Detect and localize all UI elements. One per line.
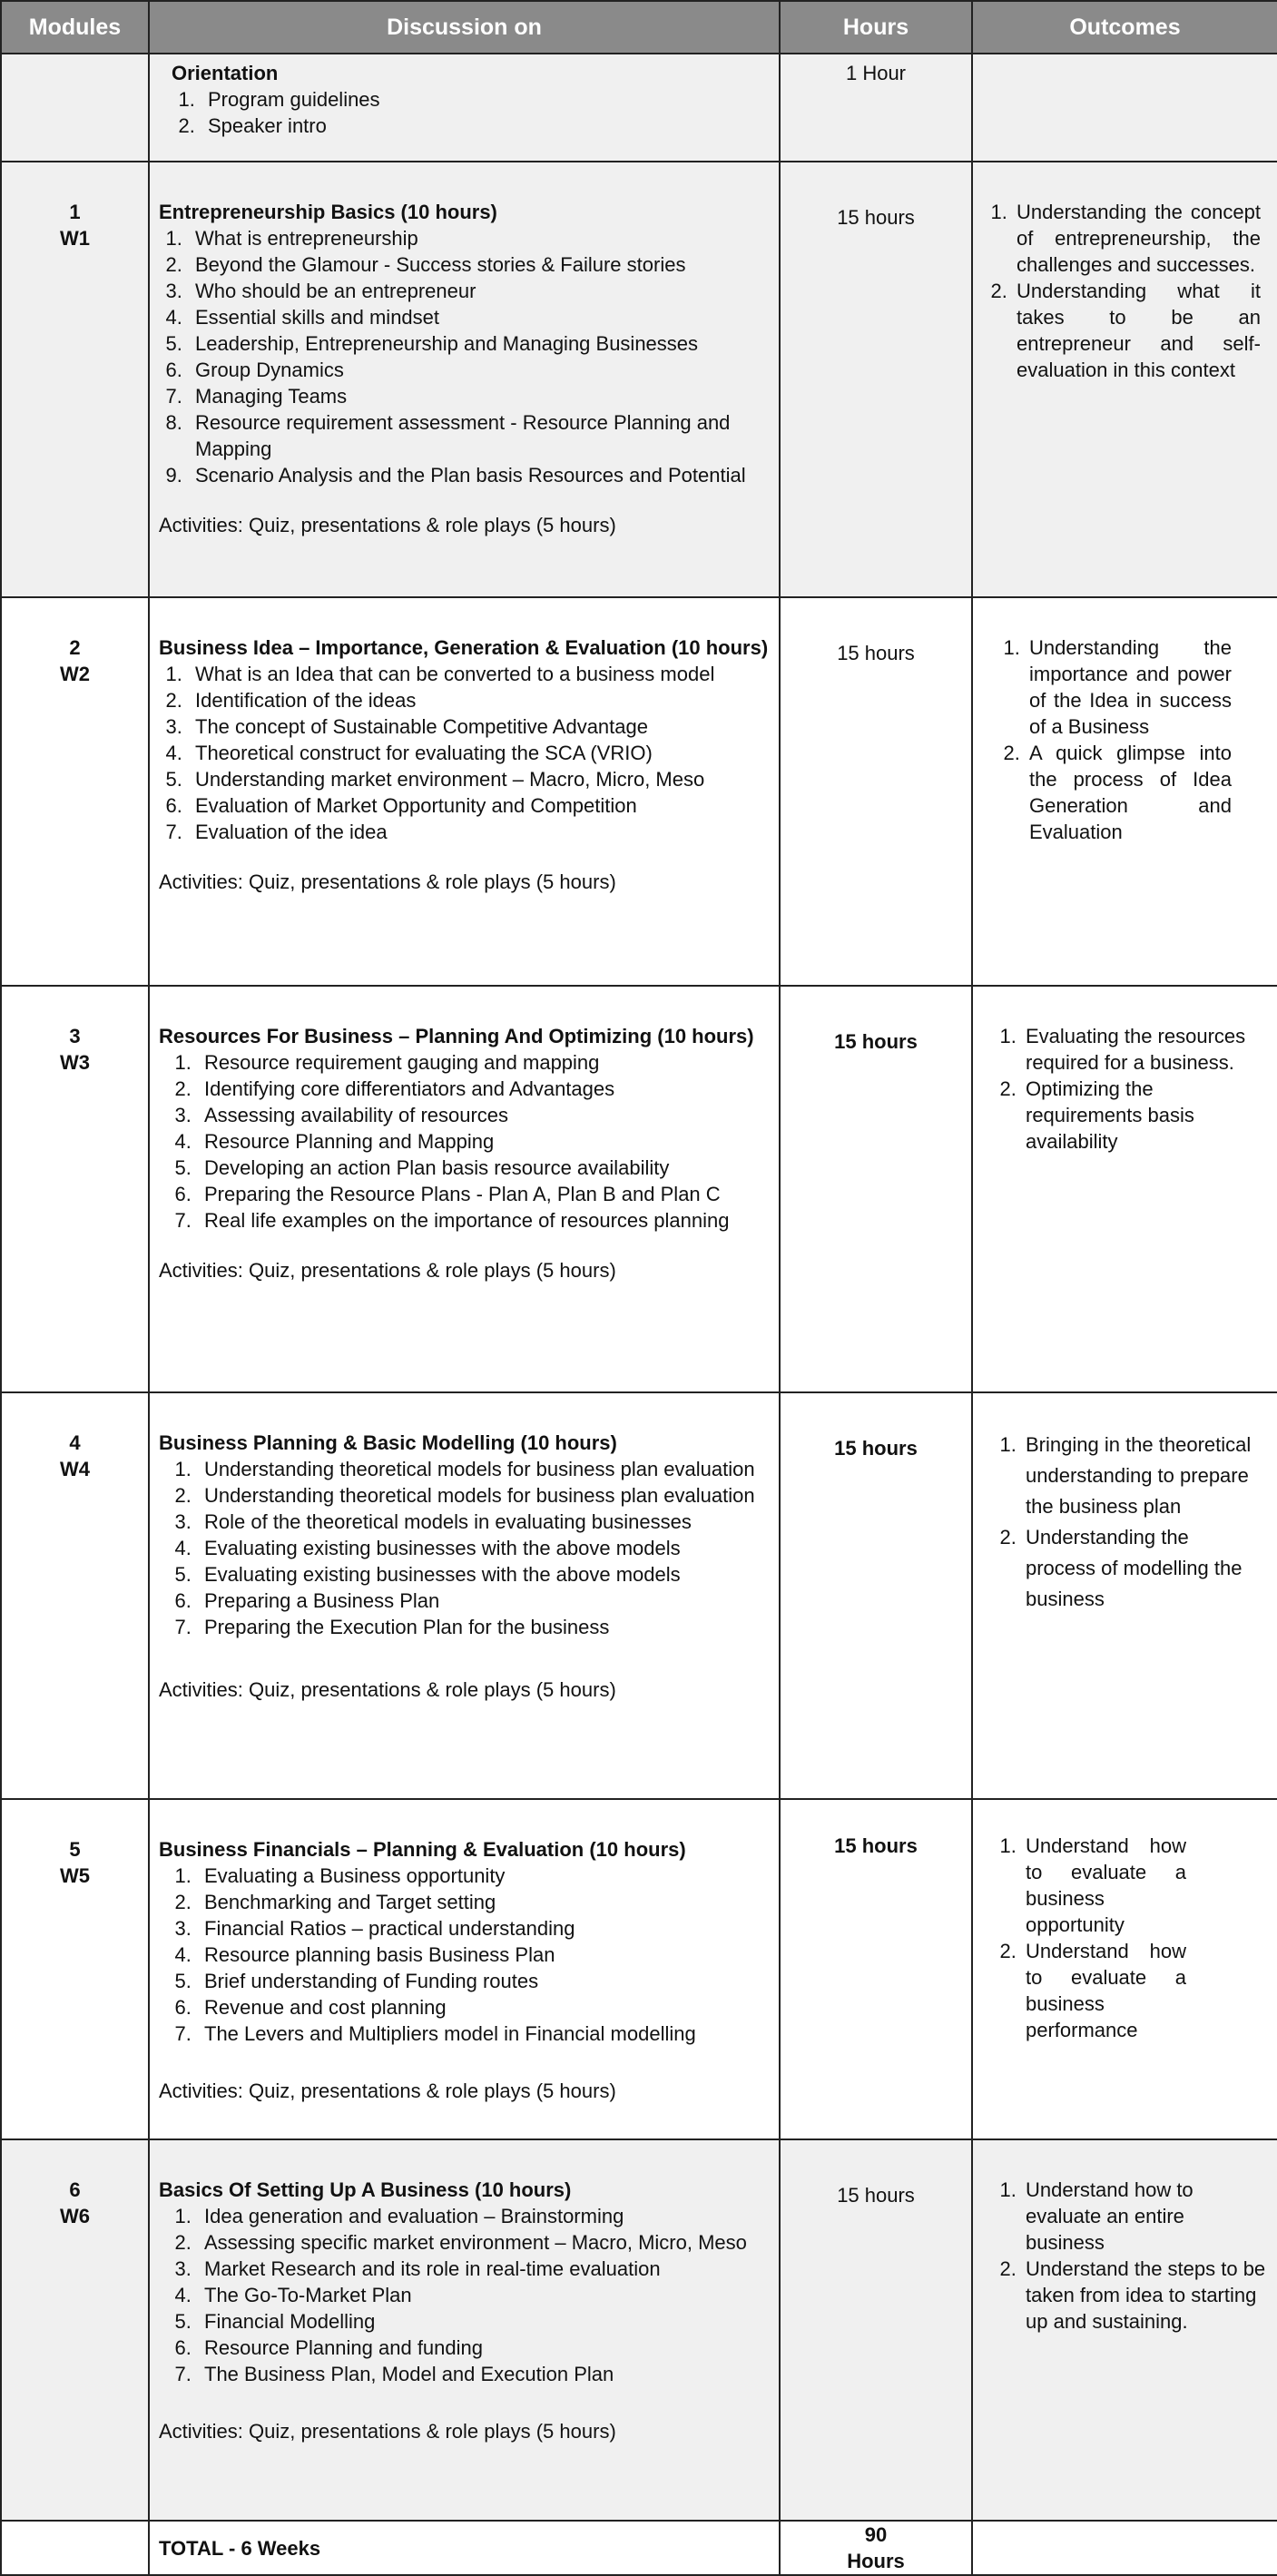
list-item: 6. Revenue and cost planning [197,1994,771,2020]
outcome-list [982,199,1261,383]
list-item: 1. Resource requirement gauging and mapping [197,1049,771,1076]
list-item: 4. Resource Planning and Mapping [197,1128,771,1155]
list-item: 1. Idea generation and evaluation – Brainstorming [197,2203,771,2229]
topic-list [159,1863,771,2047]
activities-note: Activities: Quiz, presentations & role plays (5 hours) [159,2079,616,2102]
list-item: 1. Understanding theoretical models for business plan evaluation [197,1456,777,1482]
list-item: 6. Resource Planning and funding [197,2335,771,2361]
list-item: 7. Real life examples on the importance of resources planning [197,1207,771,1234]
topic-list [159,1049,771,1234]
total-label: TOTAL - 6 Weeks [149,2521,780,2575]
topic-list [159,2203,771,2387]
module-discussion [149,2139,780,2521]
module-number: 6 [69,2178,81,2201]
list-item: 2. Benchmarking and Target setting [197,1889,771,1915]
list-item: 2. Understand the steps to be taken from idea to starting up and sustaining. [1022,2256,1268,2335]
total-module-cell [1,2521,149,2575]
module-row-1 [1,162,1277,597]
orientation-module-cell [1,54,149,162]
module-week: W3 [60,1051,90,1074]
module-hours: 15 hours [780,162,972,597]
module-cell [1,597,149,986]
module-row-2 [1,597,1277,986]
module-title: Business Idea – Importance, Generation & Evaluation (10 hours) [159,636,769,659]
header-outcomes: Outcomes [972,1,1277,54]
module-discussion [149,1392,780,1799]
orientation-title: Orientation [172,62,279,84]
module-outcomes [972,1799,1277,2139]
topic-list [159,661,771,845]
orientation-list [172,86,771,139]
module-title: Business Financials – Planning & Evaluation (10 hours) [159,1838,686,1861]
module-cell [1,1392,149,1799]
module-row-4 [1,1392,1277,1799]
topic-list [159,225,771,488]
list-item: 5. Understanding market environment – Macro, Micro, Meso [188,766,771,792]
module-discussion [149,1799,780,2139]
module-outcomes [972,597,1277,986]
list-item: 6. Preparing a Business Plan [197,1588,777,1614]
list-item: 3. Who should be an entrepreneur [188,278,771,304]
list-item: 3. Market Research and its role in real-time evaluation [197,2256,771,2282]
module-row-3 [1,986,1277,1392]
module-row-6 [1,2139,1277,2521]
module-week: W5 [60,1864,90,1887]
module-title: Business Planning & Basic Modelling (10 hours) [159,1431,617,1454]
orientation-discussion [149,54,780,162]
list-item: 5. Evaluating existing businesses with the above models [197,1561,777,1588]
list-item: 7. Evaluation of the idea [188,819,771,845]
list-item: 4. Resource planning basis Business Plan [197,1942,771,1968]
module-cell [1,2139,149,2521]
module-title: Basics Of Setting Up A Business (10 hours) [159,2178,572,2201]
list-item: 6. Evaluation of Market Opportunity and Competition [188,792,771,819]
orientation-row [1,54,1277,162]
list-item: 1. Bringing in the theoretical understanding to prepare the business plan [1022,1430,1261,1522]
header-row [1,1,1277,54]
module-hours: 15 hours [780,1392,972,1799]
outcome-list [991,1430,1261,1615]
module-title: Entrepreneurship Basics (10 hours) [159,201,497,223]
list-item: 5. Financial Modelling [197,2308,771,2335]
list-item: 2. Understand how to evaluate a business performance [1022,1938,1186,2043]
module-number: 2 [69,636,81,659]
list-item: 5. Brief understanding of Funding routes [197,1968,771,1994]
list-item: 2. Understanding what it takes to be an entrepreneur and self-evaluation in this context [1013,278,1261,383]
activities-note: Activities: Quiz, presentations & role plays (5 hours) [159,1678,616,1701]
list-item: 2. Beyond the Glamour - Success stories & Failure stories [188,251,771,278]
activities-note: Activities: Quiz, presentations & role plays (5 hours) [159,870,616,893]
module-hours: 15 hours [780,597,972,986]
module-cell [1,986,149,1392]
list-item: 8. Resource requirement assessment - Resource Planning and Mapping [188,409,771,462]
module-cell [1,1799,149,2139]
list-item: 5. Leadership, Entrepreneurship and Managing Businesses [188,330,771,357]
module-title: Resources For Business – Planning And Optimizing (10 hours) [159,1025,754,1047]
module-number: 3 [69,1025,81,1047]
module-week: W4 [60,1458,90,1480]
list-item: 3. The concept of Sustainable Competitive Advantage [188,713,771,740]
activities-note: Activities: Quiz, presentations & role plays (5 hours) [159,2420,616,2443]
list-item: 1. Understanding the importance and power of the Idea in success of a Business [1026,634,1232,740]
list-item: 2. Optimizing the requirements basis availability [1022,1076,1261,1155]
outcome-list [991,2177,1268,2335]
list-item: 7. Preparing the Execution Plan for the business [197,1614,777,1640]
list-item: 4. Essential skills and mindset [188,304,771,330]
list-item: 2. Understanding theoretical models for business plan evaluation [197,1482,777,1509]
activities-note: Activities: Quiz, presentations & role plays (5 hours) [159,1259,616,1282]
module-outcomes [972,2139,1277,2521]
module-hours: 15 hours [780,2139,972,2521]
module-outcomes [972,162,1277,597]
module-row-5 [1,1799,1277,2139]
list-item: 1. Understand how to evaluate an entire business [1022,2177,1268,2256]
total-hours: 90 Hours [780,2521,972,2575]
list-item: 1. Program guidelines [201,86,771,113]
module-outcomes [972,1392,1277,1799]
list-item: 2. Identifying core differentiators and Advantages [197,1076,771,1102]
total-outcomes-cell [972,2521,1277,2575]
list-item: 6. Preparing the Resource Plans - Plan A, Plan B and Plan C [197,1181,771,1207]
orientation-hours: 1 Hour [780,54,972,162]
module-discussion [149,986,780,1392]
module-hours: 15 hours [780,986,972,1392]
list-item: 2. Understanding the process of modelling the business [1022,1522,1261,1615]
topic-list [159,1456,777,1640]
outcome-list [982,634,1232,845]
list-item: 6. Group Dynamics [188,357,771,383]
list-item: 2. Assessing specific market environment – Macro, Micro, Meso [197,2229,771,2256]
module-cell [1,162,149,597]
list-item: 9. Scenario Analysis and the Plan basis Resources and Potential [188,462,771,488]
list-item: 2. Identification of the ideas [188,687,771,713]
list-item: 1. What is entrepreneurship [188,225,771,251]
list-item: 2. Speaker intro [201,113,771,139]
module-discussion [149,162,780,597]
list-item: 3. Role of the theoretical models in evaluating businesses [197,1509,777,1535]
module-number: 5 [69,1838,81,1861]
activities-note: Activities: Quiz, presentations & role plays (5 hours) [159,514,616,536]
module-week: W6 [60,2205,90,2227]
outcome-list [991,1023,1261,1155]
list-item: 1. What is an Idea that can be converted to a business model [188,661,771,687]
outcome-list [991,1833,1186,2043]
list-item: 1. Evaluating the resources required for a business. [1022,1023,1261,1076]
header-hours: Hours [780,1,972,54]
list-item: 3. Assessing availability of resources [197,1102,771,1128]
list-item: 7. Managing Teams [188,383,771,409]
module-week: W2 [60,663,90,685]
list-item: 4. Theoretical construct for evaluating the SCA (VRIO) [188,740,771,766]
list-item: 3. Financial Ratios – practical understanding [197,1915,771,1942]
list-item: 2. A quick glimpse into the process of Idea Generation and Evaluation [1026,740,1232,845]
module-number: 4 [69,1431,81,1454]
header-modules: Modules [1,1,149,54]
module-week: W1 [60,227,90,250]
list-item: 4. Evaluating existing businesses with the above models [197,1535,777,1561]
total-row [1,2521,1277,2575]
header-discussion: Discussion on [149,1,780,54]
module-hours: 15 hours [780,1799,972,2139]
module-number: 1 [69,201,81,223]
list-item: 1. Evaluating a Business opportunity [197,1863,771,1889]
module-outcomes [972,986,1277,1392]
list-item: 4. The Go-To-Market Plan [197,2282,771,2308]
list-item: 5. Developing an action Plan basis resource availability [197,1155,771,1181]
orientation-outcomes [972,54,1277,162]
list-item: 7. The Levers and Multipliers model in Financial modelling [197,2020,771,2047]
list-item: 1. Understanding the concept of entrepreneurship, the challenges and successes. [1013,199,1261,278]
list-item: 1. Understand how to evaluate a business opportunity [1022,1833,1186,1938]
list-item: 7. The Business Plan, Model and Execution Plan [197,2361,771,2387]
module-discussion [149,597,780,986]
